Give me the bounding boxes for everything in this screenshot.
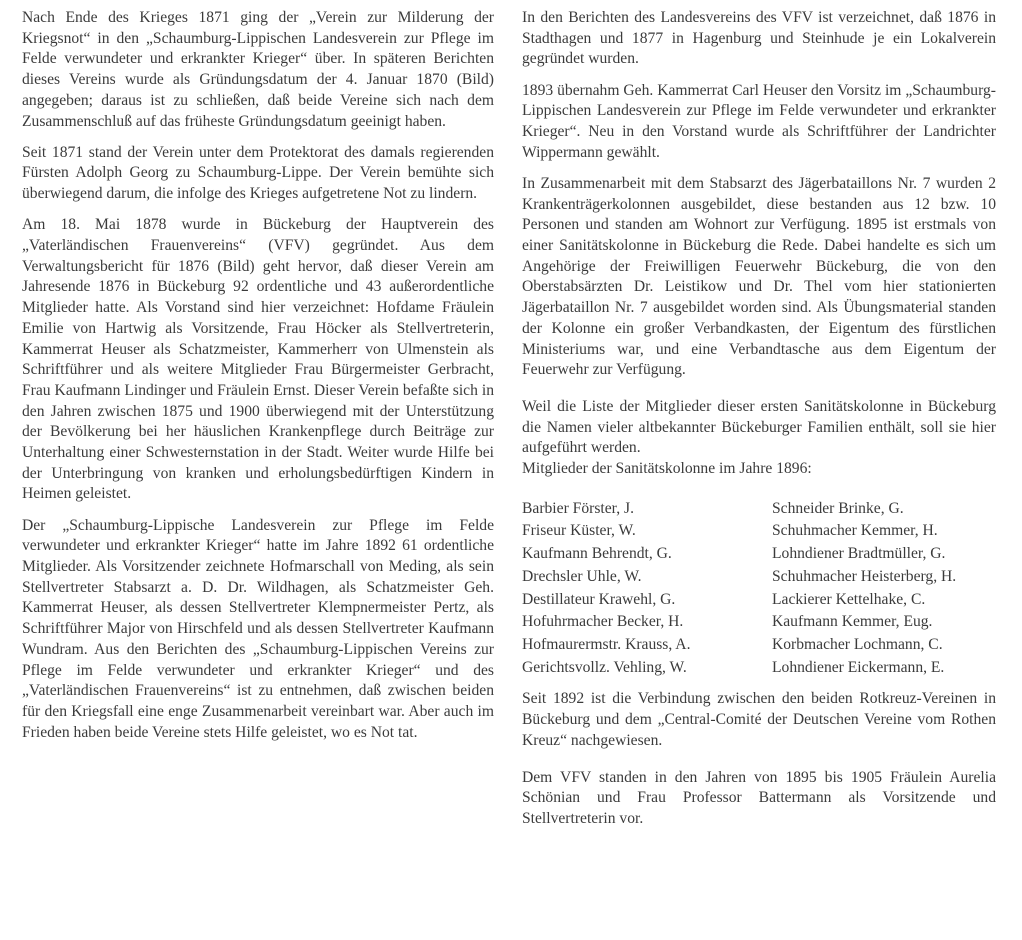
member-list-heading: Mitglieder der Sanitätskolonne im Jahre 1896:: [522, 460, 812, 478]
member-list-item: Destillateur Krawehl, G.: [522, 590, 676, 608]
member-list-item: Hofuhrmacher Becker, H.: [522, 613, 684, 631]
left-column: [22, 8, 494, 754]
paragraph-vfv-chairs: Dem VFV standen in den Jahren von 1895 bis 1905 Fräulein Aurelia Schönian und Frau Professor Battermann als Vorsitzende und Stellvertreterin vor.: [522, 768, 996, 827]
member-list-item: Schneider Brinke, G.: [772, 499, 904, 517]
paragraph-local-associations: In den Berichten des Landesvereins des VFV ist verzeichnet, daß 1876 in Stadthagen und 1877 in Hagenburg und Steinhude je ein Lokalverein gegründet wurden.: [522, 9, 996, 68]
right-column: [522, 8, 996, 840]
member-list-item: Gerichtsvollz. Vehling, W.: [522, 658, 687, 676]
member-list-item: Schuhmacher Heisterberg, H.: [772, 567, 957, 585]
paragraph-landesverein-1892: Der „Schaumburg-Lippische Landesverein zur Pflege im Felde verwundeter und erkrankter Krieger“ hatte im Jahre 1892 61 ordentliche Mitglieder. Als Vorsitzender zeichnete Hofmarschall von Meding, als sein Stellvertreter Stabsarzt a. D. Dr. Wildhagen, als Schatzmeister Geh. Kammerrat Heuser, als dessen Stellvertreter Klempnermeister Pertz, als Schriftführer Major von Hirschfeld und als dessen Stellvertreter Kaufmann Wundram. Aus den Berichten des „Schaumburg-Lippischen Vereins zur Pflege im Felde verwundeter und erkrankter Krieger“ und des „Vaterländischen Frauenvereins“ ist zu entnehmen, daß zwischen beiden für den Kriegsfall eine enge Zusammenarbeit vereinbart war. Aber auch im Frieden haben beide Vereine stets Hilfe geleistet, wo es Not tat.: [22, 516, 494, 741]
member-list-item: Korbmacher Lochmann, C.: [772, 635, 943, 653]
paragraph-protectorate: Seit 1871 stand der Verein unter dem Protektorat des damals regierenden Fürsten Adolph Georg zu Schaumburg-Lippe. Der Verein bemühte sich überwiegend darum, die infolge des Krieges aufgetretene Not zu lindern.: [22, 143, 494, 203]
member-list-item: Lohndiener Bradtmüller, G.: [772, 545, 946, 563]
paragraph-founding: Nach Ende des Krieges 1871 ging der „Verein zur Milderung der Kriegsnot“ in den „Schaumburg-Lippischen Landesverein zur Pflege im Felde verwundeter und erkrankter Krieger“ über. In späteren Berichten dieses Vereins wurde als Gründungsdatum der 4. Januar 1870 (Bild) angegeben; daraus ist zu schließen, daß beide Vereine sich nach dem Zusammenschluß auf das früheste Gründungsdatum geeinigt haben.: [22, 9, 494, 130]
member-list-item: Lohndiener Eickermann, E.: [772, 658, 945, 676]
member-list-item: Drechsler Uhle, W.: [522, 567, 642, 585]
paragraph-central-comite: Seit 1892 ist die Verbindung zwischen den beiden Rotkreuz-Vereinen in Bückeburg und dem „Central-Comité der Deutschen Vereine vom Rothen Kreuz“ nachgewiesen.: [522, 690, 996, 749]
member-list-item: Kaufmann Kemmer, Eug.: [772, 613, 933, 631]
paragraph-member-list-intro: Weil die Liste der Mitglieder dieser ersten Sanitätskolonne in Bückeburg die Namen vieler altbekannter Bückeburger Familien enthält, soll sie hier aufgeführt werden.: [522, 397, 996, 457]
member-list: [522, 498, 996, 680]
member-list-item: Barbier Förster, J.: [522, 499, 634, 517]
member-list-item: Schuhmacher Kemmer, H.: [772, 522, 938, 540]
member-list-item: Lackierer Kettelhake, C.: [772, 590, 926, 608]
paragraph-vfv-founding: Am 18. Mai 1878 wurde in Bückeburg der Hauptverein des „Vaterländischen Frauenvereins“ (VFV) gegründet. Aus dem Verwaltungsbericht für 1876 (Bild) geht hervor, daß dieser Verein am Jahresende 1876 in Bückeburg 92 ordentliche und 43 außerordentliche Mitglieder hatte. Als Vorstand sind hier verzeichnet: Hofdame Fräulein Emilie von Hartwig als Vorsitzende, Frau Höcker als Stellvertreterin, Kammerrat Heuser als Schatzmeister, Kammerherr von Ulmenstein als Schriftführer und als weitere Mitglieder Frau Bürgermeister Gerbracht, Frau Kaufmann Lindinger und Fräulein Ernst. Dieser Verein befaßte sich in den Jahren zwischen 1875 und 1900 überwiegend mit der Unterstützung der Bevölkerung bei her häuslichen Krankenpflege durch Beiträge zur Unterhaltung einer Schwesternstation in der Stadt. Weiter wurde Hilfe bei der Unterbringung von kranken und erholungsbedürftigen Kindern in Heimen geleistet.: [22, 216, 494, 503]
member-list-item: Hofmaurermstr. Krauss, A.: [522, 635, 691, 653]
member-list-item: Kaufmann Behrendt, G.: [522, 545, 672, 563]
member-list-item: Friseur Küster, W.: [522, 522, 636, 540]
paragraph-sanitaetskolonne: In Zusammenarbeit mit dem Stabsarzt des Jägerbataillons Nr. 7 wurden 2 Krankenträgerkolonnen ausgebildet, diese bestanden aus 12 bzw. 10 Personen und standen am Wohnort zur Verfügung. 1895 ist erstmals von einer Sanitätskolonne in Bückeburg die Rede. Dabei handelte es sich um Angehörige der Freiwilligen Feuerwehr Bückeburg, die von den Oberstabsärzten Dr. Leistikow und Dr. Thel vom hier stationierten Jägerbataillon Nr. 7 ausgebildet worden sind. Als Übungsmaterial standen der Kolonne ein großer Verbandkasten, der Eigentum des fürstlichen Ministeriums war, und eine Verbandtasche aus dem Eigentum der Feuerwehr zur Verfügung.: [522, 174, 996, 379]
paragraph-heuser-1893: 1893 übernahm Geh. Kammerrat Carl Heuser den Vorsitz im „Schaumburg-Lippischen Landesverein zur Pflege im Felde verwundeter und erkrankter Krieger“. Neu in den Vorstand wurde als Schriftführer der Landrichter Wippermann gewählt.: [522, 81, 996, 161]
